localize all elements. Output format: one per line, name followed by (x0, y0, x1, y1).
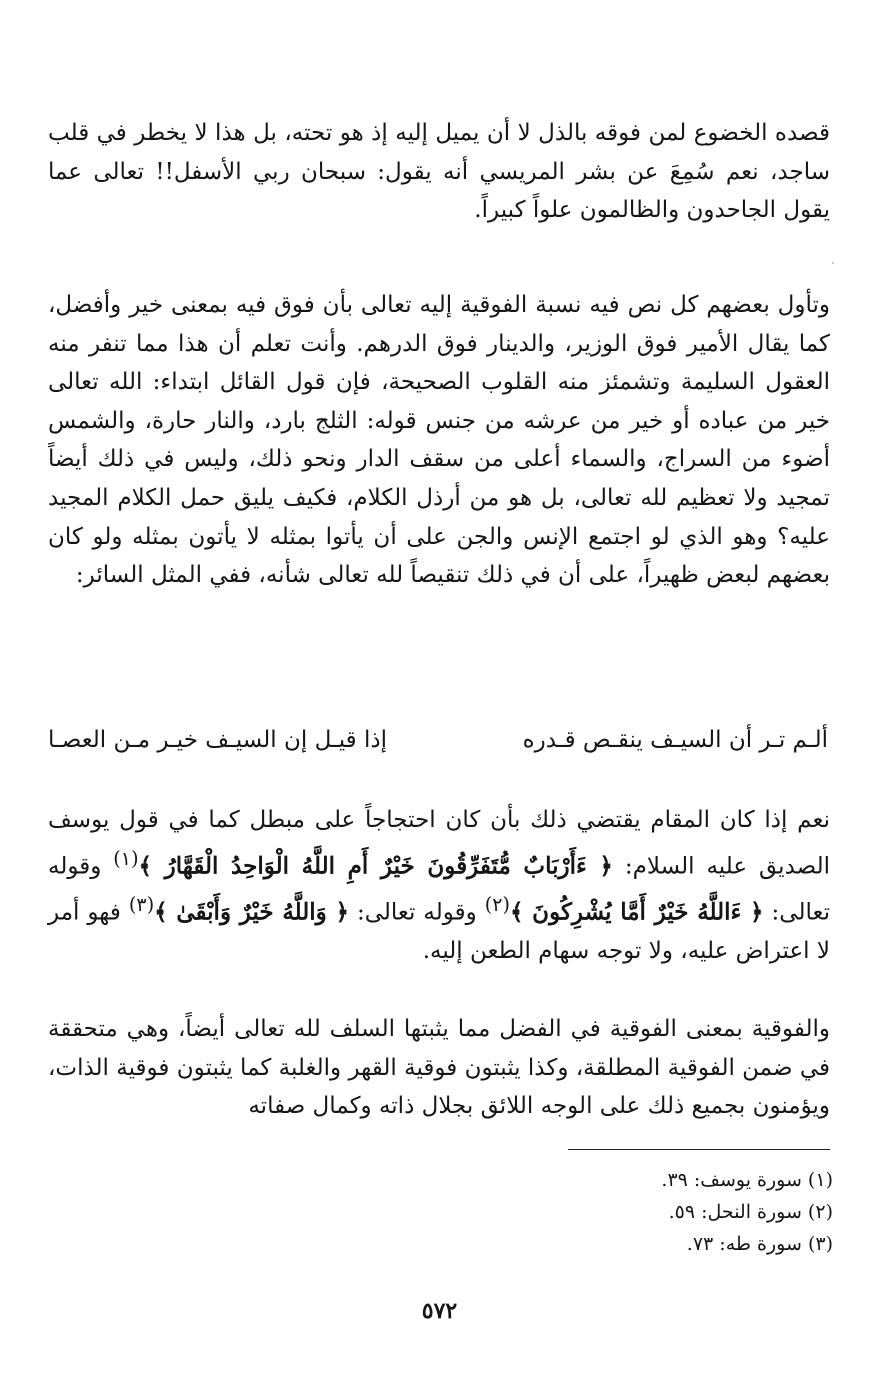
paragraph-2: وتأول بعضهم كل نص فيه نسبة الفوقية إليه تعالى بأن فوق فيه بمعنى خير وأفضل، كما يقال الأمير فوق الوزير، والدينار فوق الدرهم. وأنت تعلم أن هذا مما تنفر منه العقول السليمة وتشمئز منه القلوب الصحيحة، فإن قول القائل ابتداء: الله تعالى خير من عباده أو خير من عرشه من جنس قوله: الثلج بارد، والنار حارة، والشمس أضوء من السراج، والسماء أعلى من سقف الدار ونحو ذلك، وليس في ذلك أيضاً تمجيد ولا تعظيم لله تعالى، بل هو من أرذل الكلام، فكيف يليق حمل الكلام المجيد عليه؟ وهو الذي لو اجتمع الإنس والجن على أن يأتوا بمثله لا يأتون بمثله ولو كان بعضهم لبعض ظهيراً، على أن في ذلك تنقيصاً لله تعالى شأنه، ففي المثل السائر: (48, 292, 830, 589)
footnote-3: (٣) سورة طه: ٧٣. (686, 1233, 833, 1255)
paragraph-3-text-3: وقوله تعالى: (348, 899, 485, 926)
footnote-ref-3: (٣) (128, 892, 155, 916)
paragraph-3-text-2: وقوله تعالى: (48, 853, 830, 926)
paragraph-3-text-1: نعم إذا كان المقام يقتضي ذلك بأن كان احتجاجاً على مبطل كما في قول يوسف الصديق عليه السلام: (48, 807, 831, 880)
verse-second-hemistich: إذا قيـل إن السيـف خيـر مـن العصـا (48, 727, 388, 753)
scan-speck (832, 262, 834, 264)
quran-quote-2: ﴿ ءَاللَّهُ خَيْرٌ أَمَّا يُشْرِكُونَ ﴾ (510, 898, 764, 926)
footnote-1: (١) سورة يوسف: ٣٩. (661, 1169, 833, 1191)
quran-quote-3: ﴿ وَاللَّهُ خَيْرٌ وَأَبْقَىٰ ﴾ (154, 898, 349, 926)
paragraph-3 (48, 801, 830, 971)
footnotes (433, 1164, 833, 1260)
footnote-ref-1: (١) (113, 846, 139, 870)
footnote-ref-2: (٢) (484, 892, 510, 916)
footnote-separator (568, 1149, 830, 1150)
verse-first-hemistich: ألـم تـر أن السيـف ينقـص قـدره (522, 727, 828, 753)
page-number: ٥٧٢ (421, 1298, 458, 1324)
paragraph-3-text-4: فهو أمر لا اعتراض عليه، ولا توجه سهام الطعن إليه. (48, 899, 830, 965)
quran-quote-1: ﴿ ءَأَرْبَابٌ مُّتَفَرِّقُونَ خَيْرٌ أَمِ اللَّهُ الْوَاحِدُ الْقَهَّارُ ﴾ (138, 852, 613, 880)
paragraph-1: قصده الخضوع لمن فوقه بالذل لا أن يميل إليه إذ هو تحته، بل هذا لا يخطر في قلب ساجد، نعم سُمِعَ عن بشر المريسي أنه يقول: سبحان ربي الأسفل!! تعالى عما يقول الجاحدون والظالمون علواً كبيراً. (48, 120, 830, 224)
paragraph-4: والفوقية بمعنى الفوقية في الفضل مما يثبتها السلف لله تعالى أيضاً، وهي متحققة في ضمن الفوقية المطلقة، وكذا يثبتون فوقية القهر والغلبة كما يثبتون فوقية الذات، ويؤمنون بجميع ذلك على الوجه اللائق بجلال ذاته وكمال صفاته (48, 1016, 830, 1120)
poetry-verse (48, 720, 830, 760)
footnote-2: (٢) سورة النحل: ٥٩. (668, 1201, 833, 1223)
